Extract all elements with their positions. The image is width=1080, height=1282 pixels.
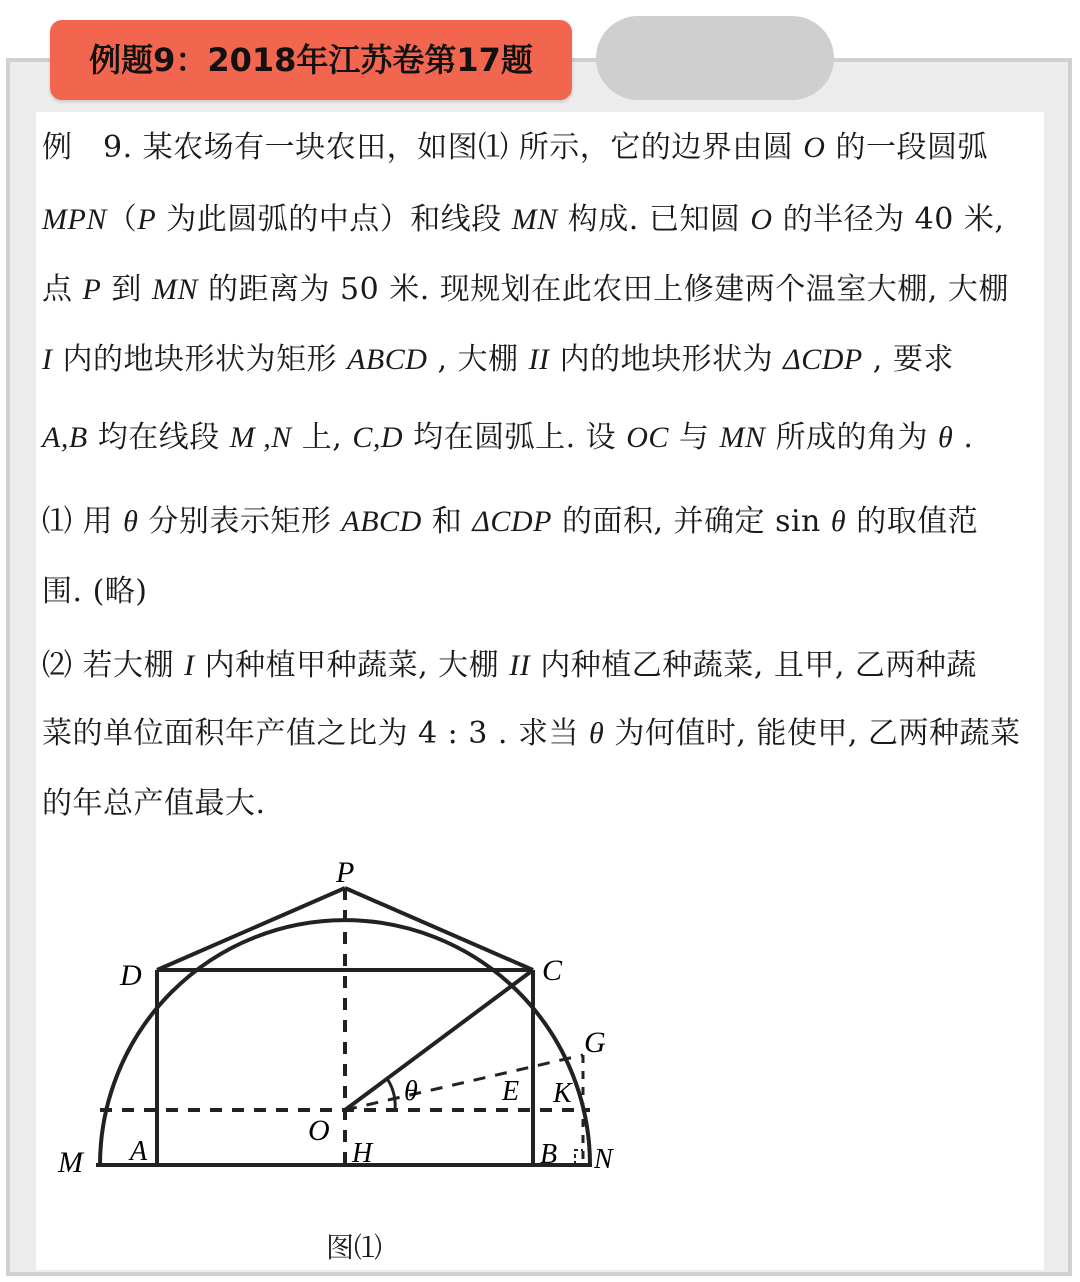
problem-text-segment: II: [509, 649, 531, 682]
problem-text-segment: 的一段圆弧: [825, 130, 988, 165]
label-theta: θ: [404, 1076, 418, 1107]
problem-text-segment: 的年总产值最大.: [42, 786, 266, 821]
problem-text-segment: θ: [123, 505, 139, 538]
problem-text-segment: 内种植乙种蔬菜, 且甲, 乙两种蔬: [530, 648, 977, 683]
label-d: D: [120, 959, 142, 992]
problem-text-segment: ABCD: [341, 505, 422, 538]
problem-text-segment: I: [42, 343, 53, 376]
problem-text-segment: 例 9. 某农场有一块农田，如图⑴ 所示，它的边界由圆: [42, 130, 804, 165]
problem-text-segment: MN: [151, 273, 198, 306]
problem-text-segment: P: [82, 273, 102, 306]
problem-text-segment: O: [803, 131, 826, 164]
label-e: E: [502, 1076, 520, 1107]
problem-text-segment: 分别表示矩形: [138, 504, 342, 539]
problem-text-segment: 为此圆弧的中点）和线段: [156, 202, 512, 237]
problem-text-segment: I: [184, 649, 195, 682]
problem-text-segment: A,B: [42, 421, 88, 454]
label-g: G: [584, 1026, 606, 1059]
problem-text-segment: .: [953, 420, 974, 455]
problem-text-segment: 均在线段: [87, 420, 230, 455]
problem-text-segment: 均在圆弧上. 设: [403, 420, 627, 455]
problem-text-segment: ⑴ 用: [42, 504, 124, 539]
problem-text-segment: 的半径为 40 米,: [772, 202, 1005, 237]
angle-theta-arc: [388, 1080, 395, 1110]
problem-text-segment: θ: [589, 717, 605, 750]
problem-text-segment: MN: [511, 203, 558, 236]
problem-text-segment: II: [528, 343, 550, 376]
problem-text-segment: OC: [626, 421, 669, 454]
problem-text-segment: 所成的角为: [765, 420, 939, 455]
problem-text-segment: 菜的单位面积年产值之比为 4 : 3 . 求当: [42, 716, 590, 751]
problem-text-segment: 内的地块形状为: [549, 342, 784, 377]
problem-text-segment: θ: [830, 505, 847, 538]
label-m: M: [58, 1146, 83, 1179]
problem-text-segment: 构成. 已知圆: [557, 202, 751, 237]
segment-dp: [157, 888, 345, 970]
problem-text-segment: 点: [42, 272, 83, 307]
label-h: H: [352, 1138, 373, 1169]
problem-text-segment: ΔCDP: [472, 505, 552, 538]
problem-text-segment: , 要求: [862, 342, 954, 377]
segment-pc: [345, 888, 533, 970]
label-b: B: [540, 1139, 558, 1170]
problem-text-segment: 的面积, 并确定 sin: [551, 504, 831, 539]
problem-text-segment: （: [106, 202, 138, 237]
figure-caption: 图⑴: [326, 1231, 383, 1264]
label-o: O: [308, 1114, 330, 1147]
problem-text-segment: M ,N: [229, 421, 292, 454]
problem-text-segment: 和: [421, 504, 473, 539]
problem-text-segment: C,D: [352, 421, 404, 454]
label-n: N: [594, 1144, 613, 1175]
problem-text-segment: ⑵ 若大棚: [42, 648, 185, 683]
label-k: K: [553, 1078, 572, 1109]
problem-text-segment: , 大棚: [427, 342, 529, 377]
problem-text-segment: ABCD: [347, 343, 428, 376]
label-p: P: [336, 856, 355, 889]
problem-text-segment: 与: [668, 420, 720, 455]
problem-text-segment: 的取值范: [846, 504, 979, 539]
problem-text-segment: O: [750, 203, 773, 236]
problem-text-segment: 内的地块形状为矩形: [52, 342, 348, 377]
label-c: C: [542, 954, 563, 987]
problem-text-segment: 的距离为 50 米. 现规划在此农田上修建两个温室大棚, 大棚: [197, 272, 1009, 307]
problem-text-segment: 上,: [291, 420, 353, 455]
problem-text-segment: MPN: [42, 203, 107, 236]
problem-text-segment: ΔCDP: [783, 343, 863, 376]
problem-text-segment: 内种植甲种蔬菜, 大棚: [194, 648, 510, 683]
problem-text-segment: θ: [938, 421, 954, 454]
problem-text-segment: 围. (略): [42, 574, 148, 609]
page-title: 例题9：2018年江苏卷第17题: [50, 20, 572, 100]
problem-text-segment: P: [137, 203, 157, 236]
problem-text-segment: 到: [101, 272, 152, 307]
problem-text-segment: MN: [719, 421, 766, 454]
label-a: A: [130, 1136, 148, 1167]
problem-text-segment: 为何值时, 能使甲, 乙两种蔬菜: [604, 716, 1021, 751]
